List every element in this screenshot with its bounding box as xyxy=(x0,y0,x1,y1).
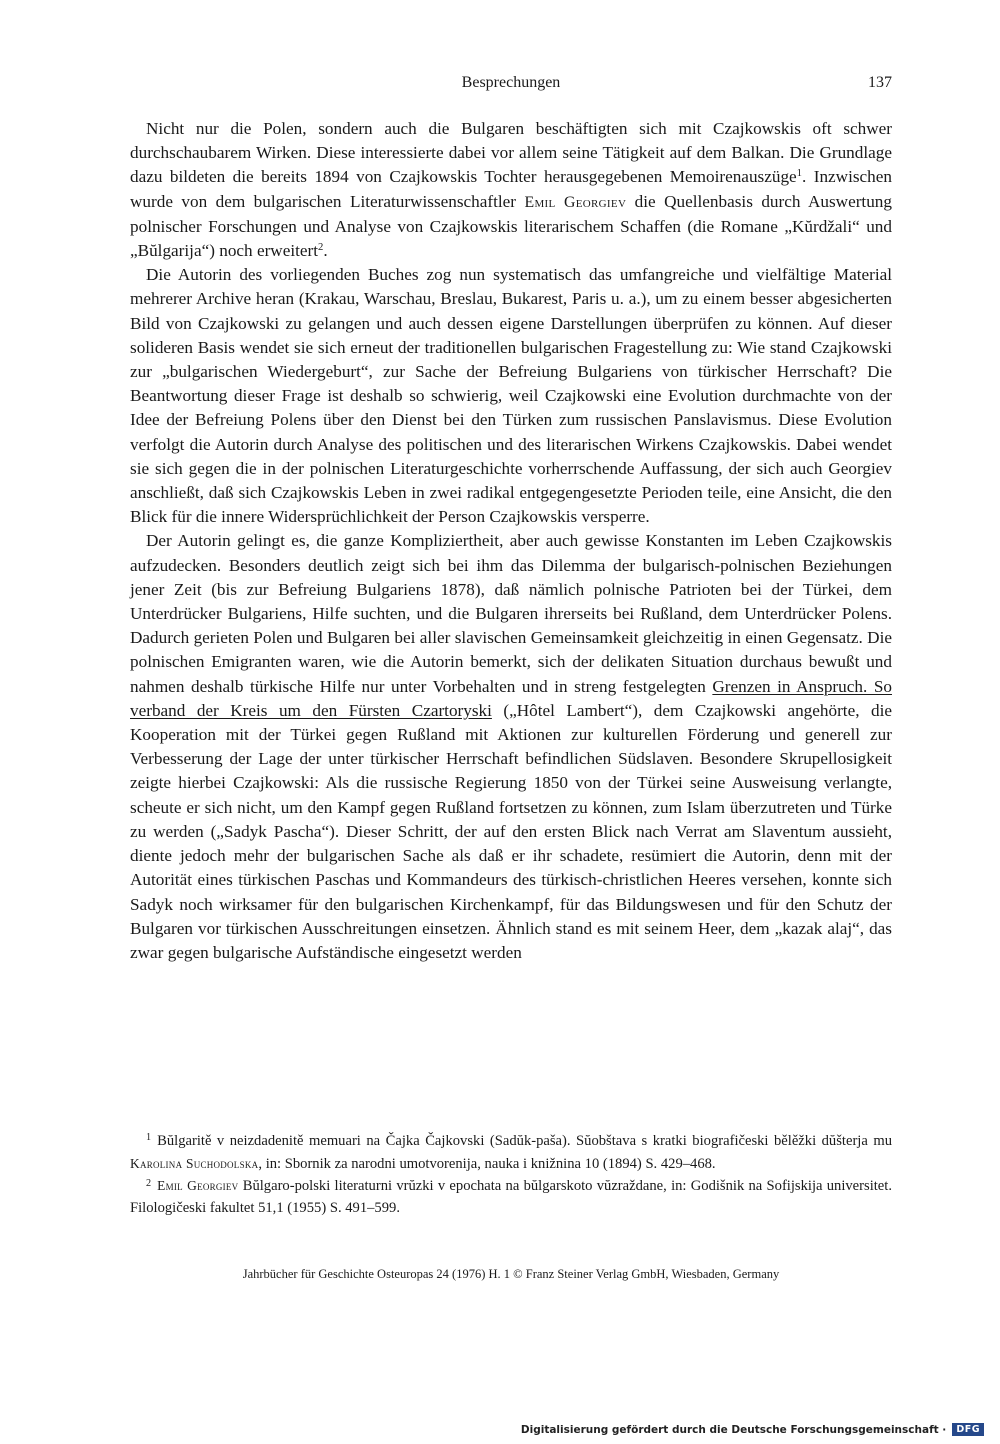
text-run: („Hôtel Lambert“), dem Czajkowski angehörte, die Kooperation mit der Türkei gegen Rußland mit Aktionen zur kulturellen Förderung und generell zur Verbesserung der Lage der unter türkischer Herrschaft befindlichen Südslaven. Besondere Skrupellosigkeit zeigte hierbei Czajkowski: Als die russische Regierung 1850 von der Türkei seine Ausweisung verlangte, scheute er sich nicht, um den Kampf gegen Rußland fortsetzen zu können, zum Islam überzutreten und Türke zu werden („Sadyk Pascha“). Dieser Schritt, der auf den ersten Blick nach Verrat am Slaventum aussieht, diente jedoch mehr der bulgarischen Sache als daß er ihr schadete, resümiert die Autorin, denn mit der Autorität eines türkischen Paschas und Kommandeurs des türkisch-christlichen Heeres versehen, konnte sich Sadyk noch wirksamer für den bulgarischen Kirchenkampf, für das Bildungswesen und für den Schutz der Bulgaren vor türkischen Ausschreitungen einsetzen. Ähnlich stand es mit seinem Heer, dem „kazak alaj“, das zwar gegen bulgarische Aufständische eingesetzt werden xyxy=(130,700,892,962)
running-header xyxy=(130,74,892,98)
text-run: . xyxy=(323,241,328,261)
text-run: Nicht nur die Polen, sondern auch die Bulgaren beschäftigten sich mit Czajkowskis oft schwer durchschaubarem Wirken. Diese interessierte dabei vor allem seine Tätigkeit auf dem Balkan. Die Grundlage dazu bildeten die bereits 1894 von Czajkowskis Tochter herausgegebenen Memoirenauszüge xyxy=(130,119,892,187)
paragraph-1 xyxy=(130,117,892,263)
digitization-notice xyxy=(521,1423,984,1436)
footnotes xyxy=(130,1131,892,1219)
page-number: 137 xyxy=(868,74,892,91)
text-run: , in: Sbornik za narodni umotvorenija, nauka i knižnina 10 (1894) S. 429–468. xyxy=(258,1155,716,1172)
dfg-logo-icon: DFG xyxy=(952,1423,984,1436)
paragraph-2 xyxy=(130,263,892,529)
text-run: . Inzwischen wurde von dem bulgarischen Literaturwissenschaftler xyxy=(130,167,892,211)
footnote-mark: 1 xyxy=(146,1132,152,1144)
author-name: Karolina Suchodolska xyxy=(130,1155,259,1171)
text-run: Die Autorin des vorliegenden Buches zog nun systematisch das umfangreiche und vielfältige Material mehrerer Archive heran (Krakau, Warschau, Breslau, Bukarest, Paris u. a.), um zu einem besser abgesicherten Bild von Czajkowski zu gelangen und auch dessen eigene Darstellungen überprüfen zu können. Auf dieser solideren Basis wendet sie sich erneut der traditionellen bulgarischen Fragestellung zu: Wie stand Czajkowski zur „bulgarischen Wiedergeburt“, zur Sache der Befreiung Bulgariens von türkischer Herrschaft? Die Beantwortung dieser Frage ist deshalb so schwierig, weil Czajkowski eine Evolution durchmachte von der Idee der Befreiung Polens über den Dienst bei den Türken zum russischen Panslavismus. Diese Evolution verfolgt die Autorin durch Analyse des politischen und des literarischen Wirkens Czajkowskis. Dabei wendet sie sich gegen die in der polnischen Literaturgeschichte vorherrschende Auffassung, der sich auch Georgiev anschließt, daß sich Czajkowskis Leben in zwei radikal entgegengesetzte Perioden teile, eine Ansicht, die den Blick für die innere Widersprüchlichkeit der Person Czajkowskis versperre. xyxy=(130,265,892,527)
text-run: Bŭlgaritě v neizdadenitě memuari na Čajka Čajkovski (Sadŭk-paša). Sŭobštava s kratki biografičeski bělěžki dŭšterja mu xyxy=(157,1133,892,1149)
article-body xyxy=(130,117,892,965)
footnote-ref: 1 xyxy=(796,168,802,180)
footnote-1 xyxy=(130,1131,892,1175)
text-run: die Quellenbasis durch Auswertung polnischer Forschungen und Analyse von Czajkowskis literarischem Schaffen (die Romane „Kŭrdžali“ und „Bŭlgarija“) noch erweitert xyxy=(130,191,892,261)
text-run: Bŭlgaro-polski literaturni vrŭzki v epochata na bŭlgarskoto vŭzraždane, in: Godišnik na Sofijskija universitet. Filologičeski fakultet 51,1 (1955) S. 491–599. xyxy=(130,1178,892,1216)
author-name: Emil Georgiev xyxy=(157,1178,239,1194)
header-title: Besprechungen xyxy=(461,74,561,91)
footnote-mark: 2 xyxy=(146,1177,152,1189)
text-run: Der Autorin gelingt es, die ganze Kompliziertheit, aber auch gewisse Konstanten im Leben Czajkowskis aufzudecken. Besonders deutlich zeigt sich bei ihm das Dilemma der bulgarisch-polnischen Beziehungen jener Zeit (bis zur Befreiung Bulgariens 1878), daß nämlich polnische Patrioten bei der Türkei, dem Unterdrücker Bulgariens, Hilfe suchten, und die Bulgaren ihrerseits bei Rußland, dem Unterdrücker Polens. Dadurch gerieten Polen und Bulgaren bei aller slavischen Gemeinsamkeit gleichzeitig in einen Gegensatz. Die polnischen Emigranten waren, wie die Autorin bemerkt, sich der delikaten Situation durchaus bewußt und nahmen deshalb türkische Hilfe nur unter Vorbehalten und in streng festgelegten xyxy=(130,531,892,696)
footnote-ref: 2 xyxy=(318,242,324,254)
underlined-text: Grenzen in Anspruch. So verband der Kreis um den Fürsten Czartoryski xyxy=(130,676,892,720)
author-name: Emil Georgiev xyxy=(524,193,627,211)
digitization-text: Digitalisierung gefördert durch die Deutsche Forschungsgemeinschaft · xyxy=(520,1423,947,1436)
paragraph-3 xyxy=(130,529,892,965)
footnote-2 xyxy=(130,1175,892,1219)
journal-citation: Jahrbücher für Geschichte Osteuropas 24 (1976) H. 1 © Franz Steiner Verlag GmbH, Wiesbaden, Germany xyxy=(242,1267,780,1281)
